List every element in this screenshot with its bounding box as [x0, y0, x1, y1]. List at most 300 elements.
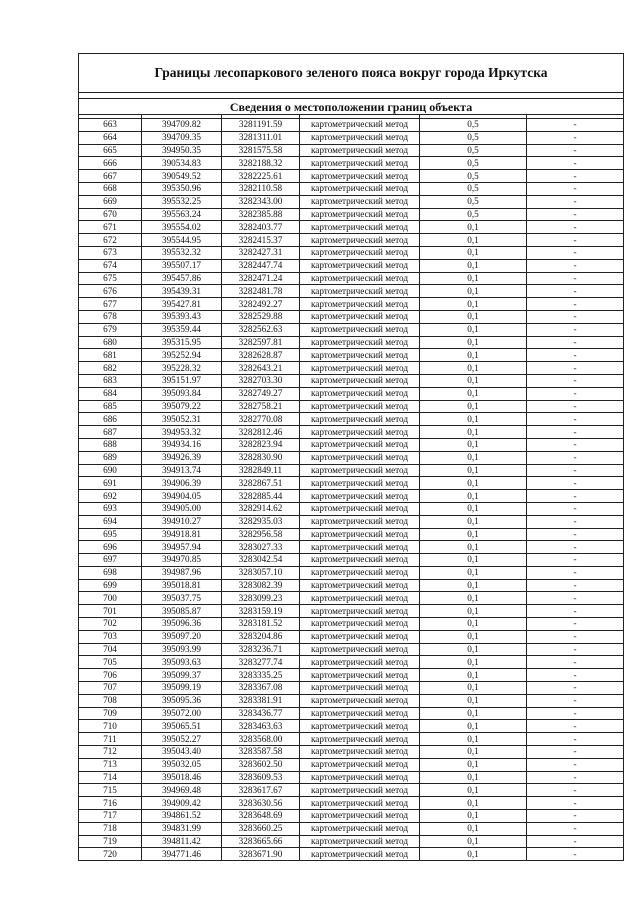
precision-cell: 0,1	[420, 528, 527, 541]
method-cell: картометрический метод	[300, 246, 420, 259]
method-cell: картометрический метод	[300, 848, 420, 861]
y-coordinate-cell: 3282770.08	[222, 413, 300, 426]
description-cell: -	[527, 182, 624, 195]
table-row	[79, 298, 624, 311]
y-coordinate-cell: 3283630.56	[222, 797, 300, 810]
point-number-cell: 670	[79, 208, 142, 221]
y-coordinate-cell: 3283568.00	[222, 733, 300, 746]
description-cell: -	[527, 771, 624, 784]
y-coordinate-cell: 3282385.88	[222, 208, 300, 221]
x-coordinate-cell: 395093.84	[142, 387, 222, 400]
description-cell: -	[527, 298, 624, 311]
y-coordinate-cell: 3282110.58	[222, 182, 300, 195]
table-row	[79, 554, 624, 567]
point-number-cell: 668	[79, 182, 142, 195]
precision-cell: 0,1	[420, 669, 527, 682]
precision-cell: 0,1	[420, 707, 527, 720]
method-cell: картометрический метод	[300, 182, 420, 195]
table-row	[79, 362, 624, 375]
point-number-cell: 675	[79, 272, 142, 285]
method-cell: картометрический метод	[300, 285, 420, 298]
method-cell: картометрический метод	[300, 630, 420, 643]
description-cell: -	[527, 797, 624, 810]
x-coordinate-cell: 394918.81	[142, 528, 222, 541]
x-coordinate-cell: 394957.94	[142, 541, 222, 554]
method-cell: картометрический метод	[300, 349, 420, 362]
precision-cell: 0,1	[420, 426, 527, 439]
method-cell: картометрический метод	[300, 784, 420, 797]
y-coordinate-cell: 3283602.50	[222, 758, 300, 771]
description-cell: -	[527, 515, 624, 528]
table-row	[79, 131, 624, 144]
point-number-cell: 714	[79, 771, 142, 784]
description-cell: -	[527, 362, 624, 375]
precision-cell: 0,1	[420, 554, 527, 567]
y-coordinate-cell: 3283609.53	[222, 771, 300, 784]
y-coordinate-cell: 3281311.01	[222, 131, 300, 144]
y-coordinate-cell: 3281575.58	[222, 144, 300, 157]
description-cell: -	[527, 144, 624, 157]
method-cell: картометрический метод	[300, 362, 420, 375]
method-cell: картометрический метод	[300, 157, 420, 170]
precision-cell: 0,1	[420, 221, 527, 234]
description-cell: -	[527, 656, 624, 669]
method-cell: картометрический метод	[300, 464, 420, 477]
y-coordinate-cell: 3282849.11	[222, 464, 300, 477]
x-coordinate-cell: 394910.27	[142, 515, 222, 528]
point-number-cell: 673	[79, 246, 142, 259]
x-coordinate-cell: 395096.36	[142, 618, 222, 631]
table-row	[79, 592, 624, 605]
y-coordinate-cell: 3282830.90	[222, 451, 300, 464]
y-coordinate-cell: 3282562.63	[222, 323, 300, 336]
method-cell: картометрический метод	[300, 605, 420, 618]
precision-cell: 0,1	[420, 387, 527, 400]
precision-cell: 0,5	[420, 119, 527, 132]
precision-cell: 0,1	[420, 349, 527, 362]
point-number-cell: 663	[79, 119, 142, 132]
precision-cell: 0,1	[420, 464, 527, 477]
precision-cell: 0,5	[420, 144, 527, 157]
point-number-cell: 665	[79, 144, 142, 157]
precision-cell: 0,1	[420, 694, 527, 707]
point-number-cell: 676	[79, 285, 142, 298]
table-row	[79, 336, 624, 349]
method-cell: картометрический метод	[300, 413, 420, 426]
table-row	[79, 733, 624, 746]
table-row	[79, 707, 624, 720]
method-cell: картометрический метод	[300, 195, 420, 208]
y-coordinate-cell: 3282492.27	[222, 298, 300, 311]
table-row	[79, 579, 624, 592]
x-coordinate-cell: 395093.99	[142, 643, 222, 656]
point-number-cell: 707	[79, 682, 142, 695]
y-coordinate-cell: 3282812.46	[222, 426, 300, 439]
y-coordinate-cell: 3282935.03	[222, 515, 300, 528]
table-row	[79, 605, 624, 618]
x-coordinate-cell: 394934.16	[142, 438, 222, 451]
x-coordinate-cell: 394926.39	[142, 451, 222, 464]
method-cell: картометрический метод	[300, 221, 420, 234]
document-page	[78, 53, 623, 861]
table-row	[79, 669, 624, 682]
y-coordinate-cell: 3283099.23	[222, 592, 300, 605]
description-cell: -	[527, 566, 624, 579]
x-coordinate-cell: 395065.51	[142, 720, 222, 733]
table-row	[79, 374, 624, 387]
point-number-cell: 667	[79, 170, 142, 183]
document-title: Границы лесопаркового зеленого пояса вокруг города Иркутска	[79, 54, 624, 93]
x-coordinate-cell: 395393.43	[142, 310, 222, 323]
table-row	[79, 387, 624, 400]
point-number-cell: 666	[79, 157, 142, 170]
table-row	[79, 221, 624, 234]
precision-cell: 0,1	[420, 413, 527, 426]
description-cell: -	[527, 310, 624, 323]
description-cell: -	[527, 349, 624, 362]
table-row	[79, 285, 624, 298]
y-coordinate-cell: 3282529.88	[222, 310, 300, 323]
y-coordinate-cell: 3282914.62	[222, 502, 300, 515]
y-coordinate-cell: 3282758.21	[222, 400, 300, 413]
table-row	[79, 797, 624, 810]
table-row	[79, 195, 624, 208]
point-number-cell: 706	[79, 669, 142, 682]
x-coordinate-cell: 394709.35	[142, 131, 222, 144]
point-number-cell: 697	[79, 554, 142, 567]
y-coordinate-cell: 3282471.24	[222, 272, 300, 285]
point-number-cell: 692	[79, 490, 142, 503]
method-cell: картометрический метод	[300, 119, 420, 132]
table-row	[79, 157, 624, 170]
description-cell: -	[527, 810, 624, 823]
table-body	[79, 119, 624, 861]
x-coordinate-cell: 395228.32	[142, 362, 222, 375]
table-row	[79, 758, 624, 771]
x-coordinate-cell: 395085.87	[142, 605, 222, 618]
precision-cell: 0,1	[420, 323, 527, 336]
precision-cell: 0,1	[420, 490, 527, 503]
method-cell: картометрический метод	[300, 682, 420, 695]
method-cell: картометрический метод	[300, 400, 420, 413]
precision-cell: 0,1	[420, 682, 527, 695]
point-number-cell: 713	[79, 758, 142, 771]
y-coordinate-cell: 3283181.52	[222, 618, 300, 631]
y-coordinate-cell: 3282427.31	[222, 246, 300, 259]
method-cell: картометрический метод	[300, 170, 420, 183]
table-row	[79, 694, 624, 707]
y-coordinate-cell: 3283159.19	[222, 605, 300, 618]
x-coordinate-cell: 395093.63	[142, 656, 222, 669]
precision-cell: 0,1	[420, 579, 527, 592]
method-cell: картометрический метод	[300, 822, 420, 835]
point-number-cell: 700	[79, 592, 142, 605]
description-cell: -	[527, 502, 624, 515]
point-number-cell: 716	[79, 797, 142, 810]
point-number-cell: 686	[79, 413, 142, 426]
method-cell: картометрический метод	[300, 502, 420, 515]
description-cell: -	[527, 694, 624, 707]
precision-cell: 0,1	[420, 438, 527, 451]
description-cell: -	[527, 720, 624, 733]
description-cell: -	[527, 477, 624, 490]
x-coordinate-cell: 395563.24	[142, 208, 222, 221]
point-number-cell: 709	[79, 707, 142, 720]
y-coordinate-cell: 3282956.58	[222, 528, 300, 541]
x-coordinate-cell: 395252.94	[142, 349, 222, 362]
point-number-cell: 717	[79, 810, 142, 823]
x-coordinate-cell: 390549.52	[142, 170, 222, 183]
description-cell: -	[527, 464, 624, 477]
x-coordinate-cell: 395457.86	[142, 272, 222, 285]
method-cell: картометрический метод	[300, 733, 420, 746]
point-number-cell: 687	[79, 426, 142, 439]
y-coordinate-cell: 3282481.78	[222, 285, 300, 298]
x-coordinate-cell: 395099.37	[142, 669, 222, 682]
precision-cell: 0,1	[420, 758, 527, 771]
description-cell: -	[527, 541, 624, 554]
method-cell: картометрический метод	[300, 554, 420, 567]
point-number-cell: 704	[79, 643, 142, 656]
precision-cell: 0,1	[420, 515, 527, 528]
y-coordinate-cell: 3283042.54	[222, 554, 300, 567]
y-coordinate-cell: 3282343.00	[222, 195, 300, 208]
y-coordinate-cell: 3283463.63	[222, 720, 300, 733]
point-number-cell: 699	[79, 579, 142, 592]
point-number-cell: 705	[79, 656, 142, 669]
description-cell: -	[527, 131, 624, 144]
table-row	[79, 656, 624, 669]
y-coordinate-cell: 3283082.39	[222, 579, 300, 592]
x-coordinate-cell: 395427.81	[142, 298, 222, 311]
method-cell: картометрический метод	[300, 438, 420, 451]
method-cell: картометрический метод	[300, 259, 420, 272]
description-cell: -	[527, 285, 624, 298]
precision-cell: 0,5	[420, 170, 527, 183]
description-cell: -	[527, 336, 624, 349]
table-row	[79, 208, 624, 221]
method-cell: картометрический метод	[300, 618, 420, 631]
table-row	[79, 643, 624, 656]
precision-cell: 0,1	[420, 605, 527, 618]
table-row	[79, 784, 624, 797]
method-cell: картометрический метод	[300, 298, 420, 311]
y-coordinate-cell: 3283665.66	[222, 835, 300, 848]
point-number-cell: 718	[79, 822, 142, 835]
method-cell: картометрический метод	[300, 131, 420, 144]
x-coordinate-cell: 390534.83	[142, 157, 222, 170]
y-coordinate-cell: 3283236.71	[222, 643, 300, 656]
point-number-cell: 684	[79, 387, 142, 400]
description-cell: -	[527, 119, 624, 132]
description-cell: -	[527, 195, 624, 208]
precision-cell: 0,1	[420, 592, 527, 605]
x-coordinate-cell: 394811.42	[142, 835, 222, 848]
table-row	[79, 349, 624, 362]
x-coordinate-cell: 394970.85	[142, 554, 222, 567]
y-coordinate-cell: 3283027.33	[222, 541, 300, 554]
precision-cell: 0,5	[420, 208, 527, 221]
table-row	[79, 630, 624, 643]
x-coordinate-cell: 395037.75	[142, 592, 222, 605]
x-coordinate-cell: 395079.22	[142, 400, 222, 413]
method-cell: картометрический метод	[300, 323, 420, 336]
y-coordinate-cell: 3283660.25	[222, 822, 300, 835]
description-cell: -	[527, 579, 624, 592]
table-row	[79, 119, 624, 132]
point-number-cell: 715	[79, 784, 142, 797]
point-number-cell: 672	[79, 234, 142, 247]
precision-cell: 0,5	[420, 195, 527, 208]
x-coordinate-cell: 394906.39	[142, 477, 222, 490]
description-cell: -	[527, 784, 624, 797]
description-cell: -	[527, 387, 624, 400]
table-row	[79, 566, 624, 579]
table-row	[79, 426, 624, 439]
section-title: Сведения о местоположении границ объекта	[79, 99, 624, 115]
table-row	[79, 323, 624, 336]
point-number-cell: 702	[79, 618, 142, 631]
precision-cell: 0,1	[420, 246, 527, 259]
boundary-table	[78, 53, 624, 861]
method-cell: картометрический метод	[300, 336, 420, 349]
table-row	[79, 246, 624, 259]
point-number-cell: 689	[79, 451, 142, 464]
table-row	[79, 502, 624, 515]
x-coordinate-cell: 394950.35	[142, 144, 222, 157]
table-row	[79, 438, 624, 451]
method-cell: картометрический метод	[300, 592, 420, 605]
method-cell: картометрический метод	[300, 541, 420, 554]
y-coordinate-cell: 3282703.30	[222, 374, 300, 387]
method-cell: картометрический метод	[300, 579, 420, 592]
table-row	[79, 822, 624, 835]
table-row	[79, 234, 624, 247]
description-cell: -	[527, 374, 624, 387]
description-cell: -	[527, 221, 624, 234]
description-cell: -	[527, 259, 624, 272]
precision-cell: 0,1	[420, 835, 527, 848]
point-number-cell: 719	[79, 835, 142, 848]
method-cell: картометрический метод	[300, 234, 420, 247]
y-coordinate-cell: 3282415.37	[222, 234, 300, 247]
description-cell: -	[527, 707, 624, 720]
y-coordinate-cell: 3282225.61	[222, 170, 300, 183]
y-coordinate-cell: 3282885.44	[222, 490, 300, 503]
y-coordinate-cell: 3283617.67	[222, 784, 300, 797]
table-row	[79, 259, 624, 272]
description-cell: -	[527, 413, 624, 426]
x-coordinate-cell: 394987.96	[142, 566, 222, 579]
point-number-cell: 708	[79, 694, 142, 707]
method-cell: картометрический метод	[300, 490, 420, 503]
x-coordinate-cell: 394709.82	[142, 119, 222, 132]
description-cell: -	[527, 400, 624, 413]
x-coordinate-cell: 394771.46	[142, 848, 222, 861]
description-cell: -	[527, 438, 624, 451]
point-number-cell: 691	[79, 477, 142, 490]
point-number-cell: 669	[79, 195, 142, 208]
y-coordinate-cell: 3283335.25	[222, 669, 300, 682]
x-coordinate-cell: 394905.00	[142, 502, 222, 515]
y-coordinate-cell: 3283648.69	[222, 810, 300, 823]
x-coordinate-cell: 395099.19	[142, 682, 222, 695]
point-number-cell: 698	[79, 566, 142, 579]
description-cell: -	[527, 669, 624, 682]
point-number-cell: 690	[79, 464, 142, 477]
y-coordinate-cell: 3282867.51	[222, 477, 300, 490]
table-row	[79, 771, 624, 784]
x-coordinate-cell: 395043.40	[142, 746, 222, 759]
precision-cell: 0,1	[420, 746, 527, 759]
x-coordinate-cell: 394904.05	[142, 490, 222, 503]
description-cell: -	[527, 246, 624, 259]
method-cell: картометрический метод	[300, 387, 420, 400]
y-coordinate-cell: 3283204.86	[222, 630, 300, 643]
precision-cell: 0,1	[420, 656, 527, 669]
point-number-cell: 696	[79, 541, 142, 554]
table-row	[79, 682, 624, 695]
method-cell: картометрический метод	[300, 656, 420, 669]
description-cell: -	[527, 451, 624, 464]
description-cell: -	[527, 822, 624, 835]
description-cell: -	[527, 630, 624, 643]
precision-cell: 0,1	[420, 848, 527, 861]
point-number-cell: 710	[79, 720, 142, 733]
y-coordinate-cell: 3283381.91	[222, 694, 300, 707]
method-cell: картометрический метод	[300, 566, 420, 579]
table-row	[79, 413, 624, 426]
table-row	[79, 848, 624, 861]
table-row	[79, 515, 624, 528]
method-cell: картометрический метод	[300, 528, 420, 541]
method-cell: картометрический метод	[300, 310, 420, 323]
point-number-cell: 681	[79, 349, 142, 362]
description-cell: -	[527, 234, 624, 247]
precision-cell: 0,5	[420, 131, 527, 144]
x-coordinate-cell: 395544.95	[142, 234, 222, 247]
table-row	[79, 835, 624, 848]
description-cell: -	[527, 490, 624, 503]
precision-cell: 0,1	[420, 822, 527, 835]
x-coordinate-cell: 395052.31	[142, 413, 222, 426]
method-cell: картометрический метод	[300, 669, 420, 682]
point-number-cell: 693	[79, 502, 142, 515]
description-cell: -	[527, 157, 624, 170]
point-number-cell: 711	[79, 733, 142, 746]
x-coordinate-cell: 395507.17	[142, 259, 222, 272]
x-coordinate-cell: 395072.00	[142, 707, 222, 720]
y-coordinate-cell: 3283277.74	[222, 656, 300, 669]
x-coordinate-cell: 395532.32	[142, 246, 222, 259]
x-coordinate-cell: 395315.95	[142, 336, 222, 349]
method-cell: картометрический метод	[300, 144, 420, 157]
x-coordinate-cell: 394909.42	[142, 797, 222, 810]
point-number-cell: 685	[79, 400, 142, 413]
precision-cell: 0,1	[420, 374, 527, 387]
table-row	[79, 182, 624, 195]
table-row	[79, 618, 624, 631]
description-cell: -	[527, 758, 624, 771]
y-coordinate-cell: 3282597.81	[222, 336, 300, 349]
point-number-cell: 664	[79, 131, 142, 144]
precision-cell: 0,1	[420, 643, 527, 656]
x-coordinate-cell: 395032.05	[142, 758, 222, 771]
point-number-cell: 671	[79, 221, 142, 234]
precision-cell: 0,1	[420, 310, 527, 323]
description-cell: -	[527, 208, 624, 221]
point-number-cell: 701	[79, 605, 142, 618]
